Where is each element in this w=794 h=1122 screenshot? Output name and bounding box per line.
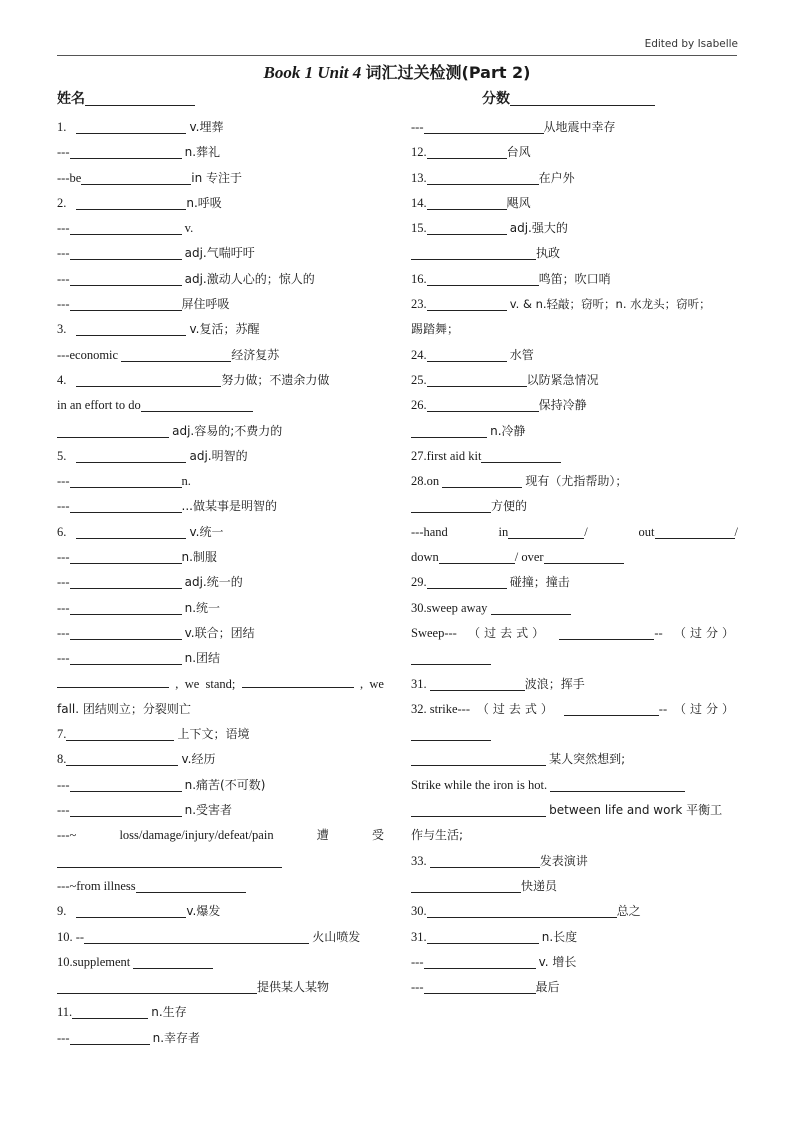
list-item <box>411 899 738 924</box>
item-prefix: 14. <box>411 195 427 210</box>
answer-blank[interactable] <box>424 119 544 134</box>
list-item <box>57 975 384 1000</box>
list-item <box>411 241 738 266</box>
item-prefix: --- <box>57 777 70 792</box>
list-item <box>411 292 738 317</box>
item-hint: n.统一 <box>184 600 221 615</box>
list-item <box>411 722 738 747</box>
item-prefix: 13. <box>411 170 427 185</box>
answer-blank[interactable] <box>430 676 525 691</box>
item-hint: v.爆发 <box>186 904 221 919</box>
item-hint: 努力做；不遗余力做 <box>221 372 330 387</box>
item-text: , <box>175 676 179 691</box>
item-hint: 台风 <box>506 145 531 160</box>
list-item <box>411 747 738 772</box>
list-item <box>411 469 738 494</box>
item-hint: 方便的 <box>491 499 528 514</box>
list-item <box>57 545 384 570</box>
answer-blank[interactable] <box>70 777 182 792</box>
item-number: 4. <box>57 372 67 387</box>
item-hint: v.经历 <box>181 752 216 767</box>
item-text: -- <box>654 625 663 640</box>
list-item <box>57 823 384 848</box>
answer-blank[interactable] <box>427 372 527 387</box>
list-item <box>411 672 738 697</box>
answer-blank[interactable] <box>76 372 221 387</box>
list-item: fall. 团结则立；分裂则亡 <box>57 701 191 716</box>
list-item <box>57 393 384 418</box>
editor-note: Edited by Isabelle <box>644 38 738 50</box>
list-item <box>411 646 738 671</box>
list-item <box>411 393 738 418</box>
item-hint: n.葬礼 <box>184 145 221 160</box>
answer-blank[interactable] <box>70 600 182 615</box>
list-item <box>57 874 384 899</box>
answer-blank[interactable] <box>70 144 182 159</box>
list-item <box>57 672 384 697</box>
list-item <box>57 798 384 823</box>
item-prefix: 16. <box>411 271 427 286</box>
list-item <box>57 166 384 191</box>
list-item <box>57 773 384 798</box>
item-prefix: Strike while the iron is hot. <box>411 777 548 792</box>
item-prefix: 10.supplement <box>57 954 131 969</box>
item-hint: 发表演讲 <box>539 853 588 868</box>
item-prefix: --- <box>57 499 70 514</box>
item-hint: 现有（尤指帮助）； <box>525 474 628 489</box>
item-hint: n. <box>181 474 191 489</box>
item-prefix: 26. <box>411 398 427 413</box>
score-field[interactable] <box>482 88 655 108</box>
answer-blank[interactable] <box>141 397 253 412</box>
list-item <box>411 798 738 823</box>
item-prefix: --- <box>57 651 70 666</box>
item-hint: 屏住呼吸 <box>181 297 230 312</box>
answer-blank[interactable] <box>76 903 186 918</box>
answer-blank[interactable] <box>427 271 539 286</box>
item-prefix: --- <box>57 271 70 286</box>
answer-blank[interactable] <box>411 878 521 893</box>
answer-blank[interactable] <box>427 929 539 944</box>
list-item <box>57 1026 384 1051</box>
item-number: 2. <box>57 195 67 210</box>
answer-blank[interactable] <box>427 397 539 412</box>
item-hint: 水管 <box>509 347 534 362</box>
answer-blank[interactable] <box>544 549 624 564</box>
answer-blank[interactable] <box>559 625 654 640</box>
answer-blank[interactable] <box>411 751 546 766</box>
item-number: 9. <box>57 904 67 919</box>
item-text: we <box>184 676 200 691</box>
list-item <box>411 343 738 368</box>
answer-blank[interactable] <box>427 195 507 210</box>
item-hint: adj.明智的 <box>189 448 248 463</box>
item-text: , <box>359 676 364 691</box>
answer-blank[interactable] <box>411 245 536 260</box>
answer-blank[interactable] <box>121 347 231 362</box>
answer-blank[interactable] <box>76 195 186 210</box>
answer-blank[interactable] <box>70 549 182 564</box>
item-hint: n.团结 <box>184 651 221 666</box>
list-item <box>57 722 384 747</box>
item-hint: 提供某人某物 <box>257 980 330 995</box>
item-hint: 执政 <box>536 246 561 261</box>
list-item <box>411 494 738 519</box>
answer-blank[interactable] <box>655 524 735 539</box>
item-prefix: --- <box>411 954 424 969</box>
list-item <box>411 419 738 444</box>
right-column <box>411 115 738 1000</box>
answer-blank[interactable] <box>491 600 571 615</box>
list-item <box>411 874 738 899</box>
item-prefix: --- <box>57 1030 70 1045</box>
list-item <box>411 773 738 798</box>
item-text: in <box>498 524 509 539</box>
item-hint: n.长度 <box>541 929 578 944</box>
answer-blank[interactable] <box>411 726 491 741</box>
answer-blank[interactable] <box>427 574 507 589</box>
answer-blank[interactable] <box>76 448 186 463</box>
list-item <box>57 596 384 621</box>
answer-blank[interactable] <box>481 448 561 463</box>
item-text: （过分） <box>673 701 738 716</box>
answer-blank[interactable] <box>442 473 522 488</box>
list-item: 踢踏舞； <box>411 322 460 337</box>
answer-blank[interactable] <box>57 423 169 438</box>
list-item <box>57 241 384 266</box>
answer-blank[interactable] <box>70 625 182 640</box>
item-hint: n.制服 <box>181 550 217 565</box>
item-hint: v.联合；团结 <box>184 625 255 640</box>
item-hint: 在户外 <box>538 170 575 185</box>
item-prefix: ---economic <box>57 347 119 362</box>
list-item <box>57 368 384 393</box>
answer-blank[interactable] <box>439 549 515 564</box>
item-prefix: --- <box>57 550 70 565</box>
item-prefix: 29. <box>411 575 427 590</box>
item-hint: n.呼吸 <box>186 195 222 210</box>
list-item <box>411 697 738 722</box>
list-item <box>411 975 738 1000</box>
list-item <box>57 494 384 519</box>
answer-blank[interactable] <box>81 170 191 185</box>
item-hint: n.生存 <box>151 1005 187 1020</box>
answer-blank[interactable] <box>57 979 257 994</box>
item-text: / <box>584 524 588 539</box>
item-prefix: 30.sweep away <box>411 600 488 615</box>
item-hint: 鸣笛；吹口哨 <box>538 271 611 286</box>
item-prefix: 24. <box>411 347 427 362</box>
item-hint: 碰撞；撞击 <box>509 575 570 590</box>
answer-blank[interactable] <box>70 1030 150 1045</box>
item-prefix: --- <box>57 575 70 590</box>
item-prefix: --- <box>57 145 70 160</box>
answer-blank[interactable] <box>70 574 182 589</box>
answer-blank[interactable] <box>76 524 186 539</box>
item-text: / <box>734 524 738 539</box>
item-hint: 经济复苏 <box>231 347 280 362</box>
list-item <box>57 950 384 975</box>
name-blank[interactable] <box>85 91 195 106</box>
list-item <box>411 368 738 393</box>
item-hint: v.复活；苏醒 <box>189 322 260 337</box>
page-title <box>0 60 794 83</box>
item-text: 遭 <box>316 828 329 843</box>
item-hint: v. 增长 <box>538 954 577 969</box>
list-item <box>411 596 738 621</box>
score-label: 分数 <box>482 91 510 107</box>
list-item <box>57 925 384 950</box>
list-item <box>411 191 738 216</box>
left-column <box>57 115 384 1051</box>
item-hint: adj.强大的 <box>509 221 568 236</box>
item-hint: 从地震中幸存 <box>543 120 616 134</box>
item-prefix: ---be <box>57 170 82 185</box>
list-item <box>57 216 384 241</box>
item-text: ---~ <box>57 828 77 843</box>
item-prefix: --- <box>57 625 70 640</box>
item-prefix: --- <box>57 297 70 312</box>
item-prefix: --- <box>57 474 70 489</box>
list-item <box>411 621 738 646</box>
answer-blank[interactable] <box>550 777 685 792</box>
name-label: 姓名 <box>57 91 85 107</box>
item-hint: v. <box>184 221 194 236</box>
item-number: 11. <box>57 1005 73 1020</box>
item-number: 7. <box>57 727 67 742</box>
answer-blank[interactable] <box>70 245 182 260</box>
item-prefix: 30. <box>411 904 427 919</box>
item-text: out <box>638 524 655 539</box>
list-item <box>57 419 384 444</box>
answer-blank[interactable] <box>133 954 213 969</box>
list-item <box>57 621 384 646</box>
list-item <box>57 747 384 772</box>
list-item <box>57 469 384 494</box>
item-text: 受 <box>371 828 384 843</box>
item-prefix: 31. <box>411 929 427 944</box>
name-field[interactable] <box>57 88 195 108</box>
answer-blank[interactable] <box>427 903 617 918</box>
list-item <box>411 115 738 140</box>
item-prefix: --- <box>57 600 70 615</box>
item-prefix: --- <box>57 803 70 818</box>
list-item <box>57 115 384 140</box>
score-blank[interactable] <box>510 91 655 106</box>
answer-blank[interactable] <box>411 423 487 438</box>
list-item <box>57 292 384 317</box>
item-hint: n.冷静 <box>490 423 526 438</box>
list-item <box>411 140 738 165</box>
item-number: 6. <box>57 524 67 539</box>
item-text: 32. strike--- <box>411 701 471 716</box>
list-item <box>411 925 738 950</box>
item-prefix: 23. <box>411 297 427 312</box>
list-item <box>411 520 738 545</box>
item-text: （过分） <box>673 625 738 640</box>
list-item <box>57 191 384 216</box>
item-number: 3. <box>57 322 67 337</box>
item-prefix: 28.on <box>411 474 440 489</box>
list-item <box>411 216 738 241</box>
answer-blank[interactable] <box>57 673 169 688</box>
item-prefix: --- <box>411 980 424 995</box>
list-item <box>411 444 738 469</box>
list-item <box>411 950 738 975</box>
item-hint: adj.统一的 <box>184 575 243 590</box>
item-hint: 某人突然想到; <box>549 752 626 767</box>
item-text: / over <box>514 550 544 565</box>
item-text: -- <box>658 701 668 716</box>
answer-blank[interactable] <box>72 1004 148 1019</box>
item-hint: v.统一 <box>189 524 224 539</box>
list-item <box>411 570 738 595</box>
item-prefix: 31. <box>411 676 427 691</box>
item-hint: adj.气喘吁吁 <box>184 246 255 261</box>
item-hint: v. & n.轻敲；窃听；n. 水龙头；窃听； <box>509 297 711 312</box>
answer-blank[interactable] <box>57 853 282 868</box>
answer-blank[interactable] <box>76 119 186 134</box>
item-hint: adj.激动人心的；惊人的 <box>184 271 315 286</box>
list-item <box>57 849 384 874</box>
item-number: 1. <box>57 120 67 134</box>
item-text: loss/damage/injury/defeat/pain <box>119 828 274 843</box>
item-text: （过去式） <box>476 701 557 716</box>
answer-blank[interactable] <box>564 701 659 716</box>
item-prefix: 33. <box>411 853 427 868</box>
list-item <box>57 570 384 595</box>
item-hint: 保持冷静 <box>538 398 587 413</box>
list-item <box>57 646 384 671</box>
item-text: Sweep--- <box>411 625 457 640</box>
list-item <box>57 317 384 342</box>
item-number: 5. <box>57 448 67 463</box>
answer-blank[interactable] <box>70 473 182 488</box>
item-prefix: --- <box>411 120 424 134</box>
item-text: ---hand <box>411 524 448 539</box>
answer-blank[interactable] <box>242 673 354 688</box>
item-hint: 火山喷发 <box>312 929 361 944</box>
item-hint: between life and work 平衡工 <box>549 803 723 818</box>
item-prefix: --- <box>57 221 70 236</box>
answer-blank[interactable] <box>411 650 491 665</box>
item-number: 8. <box>57 752 67 767</box>
list-item <box>411 267 738 292</box>
header-divider <box>57 55 737 56</box>
item-prefix: ---~from illness <box>57 878 136 893</box>
list-item <box>57 899 384 924</box>
item-prefix: in an effort to do <box>57 398 141 413</box>
list-item <box>411 849 738 874</box>
item-hint: n.受害者 <box>184 803 233 818</box>
item-hint: n.痛苦(不可数) <box>184 777 266 792</box>
answer-blank[interactable] <box>70 296 182 311</box>
item-prefix: 25. <box>411 372 427 387</box>
item-hint: 上下文；语境 <box>177 727 250 742</box>
item-text: stand; <box>205 676 236 691</box>
list-item: 作与生活; <box>411 828 464 843</box>
item-hint: v.埋葬 <box>189 120 224 134</box>
list-item <box>57 520 384 545</box>
item-hint: in 专注于 <box>191 170 243 185</box>
answer-blank[interactable] <box>66 751 178 766</box>
answer-blank[interactable] <box>427 170 539 185</box>
list-item <box>57 343 384 368</box>
item-prefix: 12. <box>411 145 427 160</box>
answer-blank[interactable] <box>70 802 182 817</box>
answer-blank[interactable] <box>424 954 536 969</box>
item-prefix: 27.first aid kit <box>411 448 482 463</box>
item-prefix: --- <box>57 246 70 261</box>
list-item <box>57 140 384 165</box>
item-prefix: 10. -- <box>57 929 85 944</box>
answer-blank[interactable] <box>427 144 507 159</box>
item-hint: 以防紧急情况 <box>526 372 599 387</box>
answer-blank[interactable] <box>136 878 246 893</box>
item-hint: 快递员 <box>521 878 558 893</box>
list-item <box>57 267 384 292</box>
answer-blank[interactable] <box>424 979 536 994</box>
item-text: down <box>411 550 439 565</box>
answer-blank[interactable] <box>70 271 182 286</box>
item-prefix: 15. <box>411 221 427 236</box>
list-item <box>411 166 738 191</box>
answer-blank[interactable] <box>66 726 174 741</box>
answer-blank[interactable] <box>508 524 584 539</box>
answer-blank[interactable] <box>427 347 507 362</box>
list-item <box>57 1000 384 1025</box>
answer-blank[interactable] <box>70 650 182 665</box>
title-subtitle: 词汇过关检测(Part 2) <box>365 63 531 82</box>
item-hint: 飓风 <box>506 195 531 210</box>
answer-blank[interactable] <box>70 220 182 235</box>
answer-blank[interactable] <box>76 321 186 336</box>
item-hint: ...做某事是明智的 <box>181 499 277 514</box>
answer-blank[interactable] <box>430 853 540 868</box>
answer-blank[interactable] <box>427 296 507 311</box>
item-hint: 波浪；挥手 <box>524 676 585 691</box>
answer-blank[interactable] <box>84 929 309 944</box>
list-item <box>57 444 384 469</box>
list-item <box>411 545 738 570</box>
answer-blank[interactable] <box>70 498 182 513</box>
answer-blank[interactable] <box>427 220 507 235</box>
answer-blank[interactable] <box>411 802 546 817</box>
answer-blank[interactable] <box>411 498 491 513</box>
item-hint: 最后 <box>535 980 560 995</box>
item-hint: adj.容易的;不费力的 <box>172 423 283 438</box>
title-book-unit: Book 1 Unit 4 <box>263 63 362 82</box>
item-text: （过去式） <box>468 625 549 640</box>
item-hint: n.幸存者 <box>152 1030 201 1045</box>
item-hint: 总之 <box>616 904 641 919</box>
item-text: we <box>369 676 384 691</box>
